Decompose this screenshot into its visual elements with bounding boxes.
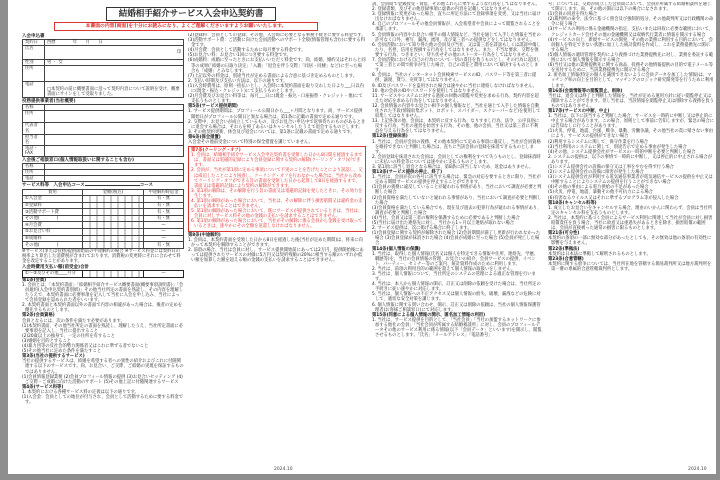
clause-paragraph: 説、会員間で金銭授受・貸借、その他これらに準ずるような行為をしてはなりません。 xyxy=(372,2,540,7)
clause-paragraph: 1. 当社は、会員が会員の義務、その他本契約にて定める事項に違反し、当社が会員資格を維持できないと判断した場合は、直ちに当該会員の登録を抹消できるものとします。 xyxy=(372,139,541,155)
confirm-checkbox[interactable]: □本契約の前に概要書面に沿って契約内容について説明を受け、概要書面にサインをして受取りました。 xyxy=(47,87,180,98)
clause-paragraph: 会員となるには、次の条件を満たす必要があります。 xyxy=(22,318,125,324)
fee-name: ②登録料 xyxy=(23,202,83,209)
clause-paragraph: (4)当社、会員又は第三者の権利を保護するために必要であると判断した場合 xyxy=(372,215,520,221)
clause-paragraph: 2. 前項の場合、当社は会員に対し、サービス提供開始前にあっては2万円、提供開始後にあっては提供されたサービスの対価に5万円又は契約残額の20%に相当する額のいずれか低い額を加算した額を超える額の金銭の支払いを請求することはできません。 xyxy=(188,247,364,264)
clause-paragraph: (4)サービスの向上、新規サービスの開発、その他の業務に利用する目的において、会員個人を特定できない状態に加工した統計資料を作成し、これを業務提携先に開示する場合 xyxy=(548,37,713,53)
footer-version-right: 2024.10 xyxy=(688,467,707,472)
clause-heading: 第23条(合意管轄) xyxy=(548,256,584,262)
fee-refund: 有・無 xyxy=(144,215,184,222)
clause-paragraph: 6. 第1項の解除があった場合において、当社がその解除に係る会員から金銭を受け取っているときは、速やかにその全額を返還しなければなりません。 xyxy=(191,219,363,230)
clause-paragraph: (1)火災、停電、地震、台風、戦争、暴動、労働争議、その他当社の責に帰さない事由により、サービスの提供ができない場合 xyxy=(548,129,714,140)
total-heading: 入会時費用支払い額(前受金)合計 xyxy=(22,265,90,271)
clause-paragraph: 1. 当社は、以下に該当すると判断した場合、サービスを一時的に中断し又は停止的に中止する場合があります。この場合、原則として事前に告知しますが、緊急の場合には告知なしに行うことがあります。 xyxy=(548,114,714,130)
clause-paragraph: (3)サービスの利用に係る金融機関の指定、支払いまたは回収に必要な範囲において、クレジットカード会社その他の金融機関又は収納代行業者に情報を開示する場合 xyxy=(548,27,713,38)
clause-paragraph: 1. サービス提供期間は、プロフィール公開日から___ヶ月間となります。尚、サービス提供開始日がプロフィール公開日と異なる場合は、第1条に記載の書面で定める通りです。 xyxy=(188,109,363,120)
clause-paragraph: 1. 成立したお見合いをキャンセルする場合、理由のいかんに関わらず、会員は当社所定のキャンセル料を支払うものとします。 xyxy=(548,205,713,216)
clause-paragraph: (1)会員情報登録業務 (2)会員プロフィール情報の提供 (3)お見合いセッティング (4)ご交際・ご成婚に向けた活動のサポート (5)その他上記に付随関連するサービス xyxy=(22,374,183,385)
clause-paragraph: (2)会員資格を満たしていないと疑われる事情があり、当社において調査が必要と判断した場合 xyxy=(372,195,542,206)
clause-paragraph: 2. 匿名加工情報(特定の個人を識別できないように会員データを加工した情報)は、マッチング率の向上を目的として、マッチングのロジック研究開発等を行うために利用します。 xyxy=(548,73,714,89)
clause-paragraph: 4. 自己のプロフィールその他会員情報が、入会希望者や会員によって閲覧されることを承諾します。 xyxy=(372,22,541,33)
clause-paragraph: 2. 交際中、お見合いが成立しているもの、及びお見合い申込中で返事待ちのものがあるときに退会する場合は、それらを終了あるいはキャンセルしたうえで退会するものとします。 xyxy=(188,119,366,130)
clause-paragraph: 2. 当社は、本契約に基づく会員によるサービス利用に関連して当社が会員に対し損害賠償責任を負う場合、当社に故意又は重過失があるときを除き、損害賠償の範囲は、会員が直接被った通常の損害に限るものとします。 xyxy=(548,215,713,232)
fee-refund: — xyxy=(144,222,184,229)
clause-paragraph: (2)20歳以上の独身で、一定の住所を有すること xyxy=(22,333,116,339)
fee-name: その他( ) xyxy=(23,242,83,249)
fee-row xyxy=(23,235,184,242)
clause-heading: 第2条(会員資格) xyxy=(22,313,55,319)
clause-paragraph: 号」については、交際が成立した会員間において、会員が所属する結婚相談所を通じて開示します。尚、その他の開示は以下の場合になされます。 xyxy=(548,2,712,13)
column-2 xyxy=(188,33,366,459)
clause-section xyxy=(22,385,184,405)
fee-refund: — xyxy=(144,229,184,236)
consult-field[interactable] xyxy=(45,176,184,182)
clause-paragraph: 1. 会員は、結婚相手紹介サービス入会申込契約書を受領した日から8日間を経過するまでは、書面又は電磁的記録により会員登録に関する契約の解除(クーリング・オフ)ができます。 xyxy=(191,153,363,169)
clause-section xyxy=(22,354,184,385)
fee-name: ③活動サポート費 xyxy=(23,209,83,216)
clause-section xyxy=(188,146,366,232)
fee-name: ①入会金 xyxy=(23,196,83,203)
course-label: 入会申込コース xyxy=(53,183,85,189)
clause-paragraph: (1)会員登録に関する契約が解除された場合 (2)会員期間が満了し更新が行われなかった場合 (3)会員登録が抹消された場合 (4)会員が成婚に至った場合 (5)会員が死亡した場合 xyxy=(372,231,541,247)
fee-refund: 有・無 xyxy=(144,196,184,203)
clause-paragraph: 2. 会員が、当社が第1項に定める事項について不実のことを告げたことにより誤認し、又は威迫したことにより困惑し、クーリング・オフを行わなかった場合は、当社から改めてクーリング・オフができる旨の書面を受領した日から起算して8日を経過するまで、書面又は電磁的記録により契約の解除ができます。 xyxy=(191,168,363,189)
clause-section xyxy=(22,313,184,354)
clause-heading: 第8条(中途解約) xyxy=(188,232,221,238)
fee-name: ④月会費 xyxy=(23,222,83,229)
contract-date-field[interactable]: 西暦 年 月 日 xyxy=(45,40,184,46)
clause-section xyxy=(372,134,542,170)
label: 氏名 xyxy=(23,46,45,60)
fee-refund: 有・無 xyxy=(144,242,184,249)
clause-paragraph: 3. 第1項に該当し退会となる場合は、第8条に該当しないため、返金はありません。 xyxy=(372,165,534,170)
clause-paragraph: (5)個人情報の適切管理を契約により義務づけた業務提携先に対し、業務を委託する範囲において個人情報を開示する場合 xyxy=(548,52,714,64)
provider-heading: 役務提供事業者(当社概要) xyxy=(22,99,76,105)
clause-paragraph: (7)上記以外の料金は、別途当社が定める書面による合意に基づき定めるものとします。 xyxy=(188,73,358,79)
clause-paragraph: 2. 会員登録を抹消された会員は、会員としての権利をすべて失うものとし、登録抹消時に未払いの料金等については速やかに支払うものとします。 xyxy=(372,154,541,165)
clause-section xyxy=(548,109,714,201)
clause-section xyxy=(372,313,542,338)
total-table xyxy=(22,270,184,278)
clause-paragraph: 本契約の条項の一部に無効な部分があったとしても、その無効は他の条項の有効性に影響を与えません。 xyxy=(548,236,712,247)
clause-paragraph: 当社の提供するサービスは、結婚を希望する者への異性の紹介およびこれに付随関連する以下のサービスです。尚、お見合い、ご交際、ご結婚の実現を保証するものではありません。 xyxy=(22,359,184,375)
clause-paragraph: 入会金その他前受金について特別の保全措置を講じていません。 xyxy=(188,139,313,145)
fee-amount[interactable] xyxy=(83,209,144,216)
fee-amount[interactable] xyxy=(83,229,144,236)
clause-paragraph: 9. ID及びパスワードを盗用された場合は速やかに当社に連絡しなければなりません。 xyxy=(372,83,537,89)
label: 性別 xyxy=(23,60,45,66)
fee-amount[interactable] xyxy=(83,202,144,209)
clause-paragraph: (6)当社又は他の業務提携先に関する商品、役務その他情報提供の目的で電子メール等を送付するために、当該業務提携先に開示する場合 xyxy=(548,63,713,74)
label: 契約日 xyxy=(23,40,45,46)
row-label: 電話・FAX xyxy=(23,145,45,156)
provider-field[interactable] xyxy=(45,145,184,156)
fee-amount[interactable] xyxy=(83,242,144,249)
fee-row xyxy=(23,229,184,236)
fee-row xyxy=(23,196,184,203)
fee-amount[interactable] xyxy=(83,196,144,203)
total-label: ①〜③及びその他____月分 xyxy=(23,271,83,278)
clause-paragraph: (1)本契約書面、その他当社所定の書面を熟読し、理解したうえ、当社所定書面に必要事項を記入し、当社に提出すること xyxy=(22,323,184,334)
clause-paragraph: (5)火災、停電、地震、暴動その他不可抗力による場合 xyxy=(548,190,653,196)
col-header: 金額(税込) xyxy=(83,189,144,196)
clause-paragraph: 4. 当社は、本人から個人情報の開示、訂正又は削除の依頼を受けた場合は、当社所定の手続きに従い速やかに対応します。 xyxy=(372,282,541,293)
clause-paragraph: 3. 登録情報に変更があった場合、直ちに所定方法にて登録事項を変更、又は当社に届け出なければなりません。 xyxy=(372,12,541,23)
seal-mark: 印 xyxy=(176,50,181,56)
fees-table xyxy=(22,189,184,249)
clause-paragraph: 当社は、退会又は終了と判断した情報を、当社が定める運用方針に従い閲覧停止又は削除することができます。但し当社は、当該情報を閲覧停止又は削除する義務を負うものではありません。 xyxy=(548,93,714,109)
name-field[interactable] xyxy=(45,46,184,60)
clause-heading: 第12条(登録抹消) xyxy=(372,134,408,140)
clause-heading: 第13条(サービス提供の停止、終了) xyxy=(372,170,443,176)
clause-paragraph: 2. システムの提供は、以下の事情で一時的に中断し、又は停止的に中止される場合があります。 xyxy=(548,154,713,165)
label: 電話 xyxy=(23,82,45,98)
clause-paragraph: (5)当社に届け出た連絡先に対し、当社から1ヶ月以上連絡が取れない場合 xyxy=(372,221,515,227)
clause-section xyxy=(548,89,714,109)
fee-amount[interactable] xyxy=(83,215,144,222)
clause-section xyxy=(188,104,366,135)
row-label: 住所 xyxy=(23,111,45,123)
provider-field[interactable] xyxy=(45,111,184,123)
clause-paragraph: 2. 本契約書面と本契約書面以外の書面で内容の相違があった場合は、後者の定めを優先するものとします。 xyxy=(22,303,183,314)
fee-row xyxy=(23,242,184,249)
document-title: 結婚相手紹介サービス入会申込契約書 xyxy=(106,7,276,21)
clause-paragraph: (6)成婚料：成婚に至ったときにお支払いいただく料金です。尚、結婚、婚約又はそれらと同等の成果(「結婚の日取り決定」「入籍」「退会を伴う交際」「同居・同棲」など)に至った場合も「成婚」とみなします。 xyxy=(188,58,366,74)
clause-paragraph: 2. 登録書類、及びその他登録事項に虚偽の内容を記載してはなりません。 xyxy=(372,7,516,13)
column-1 xyxy=(22,33,184,471)
clause-paragraph: (6)有害なるウイルス又はそれに準ずるプログラム等が侵入した場合 xyxy=(548,195,679,201)
col-header: 費用 xyxy=(23,189,83,196)
clause-paragraph: (3)システム提供会社が利用する電気通信事業者が電気通信サービスの提供を中止又は中断することによりシステムの提供を行うことができない場合 xyxy=(548,175,713,186)
clause-heading: 第22条(準拠法) xyxy=(548,246,580,252)
clause-paragraph: 1. 当社は、会員が次の各号に該当する場合は、緊急の対応を要するときに限り、当社が定める期間サービスの提供を停止することができます。 xyxy=(372,175,541,186)
clause-paragraph: 5. 会員情報の内容やお見合い相手の個人情報など、当社を通じて入手した情報を当社の許可なく口外、複写、漏洩、流用、及び第三者への提供などをしてはなりません。 xyxy=(372,32,541,43)
page-edge xyxy=(0,474,720,480)
clause-heading: 第1条(会員) xyxy=(22,277,47,283)
clause-section xyxy=(548,231,714,246)
clause-paragraph: (2)登録料：会員としての登録、その他、入会時に必要となる事務手続きに要する料金です。 xyxy=(188,33,366,38)
phone-field[interactable] xyxy=(45,82,184,98)
address-field[interactable] xyxy=(45,66,184,82)
clause-heading: 第21条(可分性) xyxy=(548,231,580,237)
label: 住所 xyxy=(23,66,45,82)
clause-section xyxy=(372,247,542,313)
clause-paragraph: 1. 本契約における各種サービス料の定義は以下の通りです。 xyxy=(22,389,139,395)
clause-heading: 第17条(サービスの中断、中止) xyxy=(548,108,610,114)
clause-heading: 第7条(クーリング・オフ) xyxy=(191,148,241,154)
course-suffix: コース xyxy=(139,183,154,189)
clause-paragraph: (1)入会金：会員としての地位が付与され、会員として活動するために要する料金です。 xyxy=(22,394,184,406)
clause-paragraph: (4)その他の事由による電力供給の不足があった場合 xyxy=(548,185,649,191)
clause-paragraph: 8. 会員は、当社のインターネット会員検索サービスのID、パスワード等を第三者に提供、譲渡、貸与、売買等してはなりません。 xyxy=(372,73,537,84)
clause-paragraph: 本契約は日本法に準拠して解釈されるものとします。 xyxy=(548,251,651,257)
clause-paragraph: 5. 当社は、個人情報への不正アクセス又は個人情報の紛失、破壊、漏洩などの危険に対して、適切な安全対策を講じます。 xyxy=(372,292,541,303)
clause-heading: 第3条(当社の提供するサービス) xyxy=(22,354,85,360)
provider-field[interactable] xyxy=(45,134,184,145)
notice-banner: 本書面の内容(両面)を十分にお読みになり、よくご理解くださいますようお願いいたします。 xyxy=(54,22,318,31)
clause-paragraph: 13. 上記各項の他、会員は、本契約に反する行為、なりすまし行為、法令、公序良俗に反する行為、当社の運営を妨害する行為、その他、他の会員、当社又は第三者に不利益を与える行為をしてはなりません。 xyxy=(372,119,540,135)
footer-version-left: 2024.10 xyxy=(274,467,293,472)
row-label: 電話 xyxy=(23,176,45,182)
row-label: 代表者名 xyxy=(23,123,45,134)
clause-paragraph: (3)会員資格を満たしている場合でも、現在及び過去の犯罪行為が疑われる事情があり、調査が必要と判断した場合 xyxy=(372,205,542,216)
clause-section xyxy=(22,278,184,314)
clause-paragraph: (4)その他、システム提供会社がサービスの一時的中断を必要と判断した場合 xyxy=(548,149,696,155)
fee-refund: — xyxy=(144,235,184,242)
fee-row xyxy=(23,222,184,229)
clause-section xyxy=(548,2,714,89)
provider-table xyxy=(22,104,184,157)
fee-refund: 有・無 xyxy=(144,209,184,216)
clause-paragraph: 7. 会員活動における自己の行為について一切の責任を負うものとし、その行為に起因して第三者との間で紛争が生じた場合、自己の責任と費用において解決するものとします。 xyxy=(372,58,541,74)
clause-paragraph: 12. 会員情報の内容やお見合い相手の個人情報など、当社を通じて入手した情報を自動化された手段(情報収集ボット、ロボット、スパイダー、スクレーパーなど)を使用して収集してはなりません。 xyxy=(372,103,541,120)
clause-heading: 第5条(サービス提供期間) xyxy=(188,104,238,110)
clause-paragraph: (3)婚姻を目的とすること xyxy=(22,338,72,344)
provider-field[interactable] xyxy=(45,123,184,134)
clause-paragraph: 2. サービス提供は、次に掲げる場合に終了します。 xyxy=(372,226,472,232)
clause-heading: 第18条(キャンセル料等) xyxy=(548,200,597,206)
clause-paragraph: 2. 支払い時期及び支払い方法は、以下の通りです。 xyxy=(188,78,288,84)
clause-section xyxy=(548,257,714,272)
fee-name: その他( ) xyxy=(23,215,83,222)
consult-table xyxy=(22,163,184,182)
clause-paragraph: (1)システム提供会社の設備の保守又は工事をやむを得ず行う場合 xyxy=(548,165,674,170)
application-heading: 入会申込書 xyxy=(22,34,45,39)
clause-section xyxy=(372,2,542,134)
gender-field[interactable]: 男 ・ 女 xyxy=(45,60,184,66)
row-label: 名称 xyxy=(23,164,45,170)
column-3 xyxy=(372,2,542,472)
total-amount[interactable] xyxy=(83,271,144,278)
clause-paragraph: (2)システム提供会社の設備に障害が発生した場合 xyxy=(548,170,644,176)
fees-title: サービス料等 xyxy=(22,183,49,189)
clause-paragraph: (1)会員の同意を得た場合 xyxy=(548,12,598,18)
consult-heading: 入会後ご相談窓口(個人情報取扱いに関することも含む) xyxy=(22,158,135,164)
clause-paragraph: (1)入会時費用は、原則一括払いとし、入会時に本契約書面を取り交わした日より___日以内に(現金・振込・クレジット)にて支払うものとします。 xyxy=(188,83,364,95)
clause-paragraph: (3)活動サポート費：ご活動に向けた会員活動へのサポート全般(情報管理も含む)に要する料金です。 xyxy=(188,38,366,49)
contract-sheet xyxy=(8,0,716,474)
clause-section xyxy=(548,201,714,232)
row-label: 住所 xyxy=(23,170,45,176)
clause-section xyxy=(372,170,542,246)
clause-heading: 第6条(保全措置) xyxy=(188,134,221,140)
fee-row xyxy=(23,202,184,209)
clause-paragraph: 6. 個人情報に関する問い合わせ、開示、訂正又は削除の依頼は、当社の個人情報保護管理者(お客様ご相談窓口)にて対応します。 xyxy=(372,302,541,313)
clause-paragraph: (2)裁判所の命令、法令に基づく照会及び強制的処分、その他裁判所又は行政機関の命令に従う場合 xyxy=(548,17,714,28)
clause-paragraph: 5. 第1項の解除があった場合において、既にサービスが提供されているときは、当社は、会員に対しサービス料その他の金銭の支払いを請求することはできません。 xyxy=(191,209,363,220)
clause-paragraph: (4)月会費：会員として活動するために毎月要する料金です。 xyxy=(188,48,306,54)
clause-heading: 第4条(サービス料等) xyxy=(22,384,64,390)
fee-row xyxy=(23,209,184,216)
clause-paragraph: 本契約に関する紛争については、当社所在地を管轄する簡易裁判所又は地方裁判所を第一審の専属的合意管轄裁判所とします。 xyxy=(548,261,712,272)
clause-paragraph: 10. 他の会員のIDやパスワードを使用してはなりません。 xyxy=(372,88,484,94)
clause-paragraph: 4. 第1項の解除があった場合において、当社は、その解除に伴う損害賠償又は違約金の支払いを請求することはできません。 xyxy=(191,199,363,210)
clauses-c1 xyxy=(22,278,184,405)
clause-heading: 第15条(同意による個人情報の開示、匿名加工情報の利用) xyxy=(372,312,486,318)
clause-paragraph: 6. 会員活動において知り得た他の会員及び当社、又は第三者を誹謗もしくは誹謗中傷したり、名誉、信用を毀損する行為をしてはなりません。また、不当な要求、交際を強要する行為、つきまとい、待ち伏せその他のストーカー行為をしてはなりません。 xyxy=(372,42,541,58)
fee-amount[interactable] xyxy=(83,235,144,242)
fee-row xyxy=(23,215,184,222)
fees-notes: ※サービス(または役務)提供開始前の中途解約の場合 ※サービス料金には契約日の税率より算出した消費税が含まれております。消費税の変更時にそれに合わせて料金を改定することがあります。 xyxy=(22,248,181,265)
fee-refund: 有・無 xyxy=(144,202,184,209)
clause-paragraph: (5)その他当社に定めた条件を満たすこと xyxy=(22,349,102,355)
clause-paragraph: (1)会員の義務に違反していることが疑われる事情があり、当社において調査が必要と判断した場合 xyxy=(372,185,542,196)
clause-paragraph: 3. 第1項の解除は、その解除を行う旨の書面又は電磁的記録を発したときに、その効力を生じます。 xyxy=(191,188,363,199)
clause-section xyxy=(548,247,714,257)
row-label: 担当者名 xyxy=(23,134,45,145)
clause-paragraph: 2. 当社は、前項の利用目的の範囲を超えて個人情報の取扱いをしません。 xyxy=(372,266,516,272)
clause-section xyxy=(188,135,366,145)
fee-amount[interactable] xyxy=(83,222,144,229)
col-header: 中途解約時返金 xyxy=(144,189,184,196)
clause-section xyxy=(188,233,366,264)
clause-paragraph: 1. 当社は、取得した個人情報(氏名又は個人を特定できる情報や住所、連絡先、学歴、職歴等)を、当社の会員情報の管理、お見合いの紹介、会員サービスの提供、イベント、パーティー、セミナー等のご案内、統計資料作成のために利用します。 xyxy=(372,251,539,267)
fee-name: ⑥成婚料 xyxy=(23,235,83,242)
clause-paragraph: 3. その他契約更新、休会及び退会については、第1条に記載の書面で定める通りです。 xyxy=(188,129,355,135)
clause-heading: 第14条(個人情報の保護) xyxy=(372,246,421,252)
clause-paragraph: 1. 当社は、サービス提供を目的として、「当社会員」「当社の加盟するネットワークに参加する他社の会員」「当社会員が所属する結婚相談所」に対し、会員のプロフィールデータその他のサービス利用に係る情報(以下「会員データ」といいます)を開示し、閲覧させるものとします。「氏名」「メールアドレス」「電話番号」 xyxy=(372,317,542,339)
application-form xyxy=(22,39,184,98)
clause-paragraph: (3)当社利用のシステムに関して、別途告示で定める事由が発生した場合 xyxy=(548,144,687,150)
total-refund: — xyxy=(144,271,184,278)
column-4 xyxy=(548,2,714,458)
clause-paragraph: 3. 当社は、個人情報について、当社所定のシステムの管理による適正な管理を行います。 xyxy=(372,271,536,283)
clause-section xyxy=(188,33,366,104)
clause-paragraph: 11. サービスやシステムに対する過度の回数の閲覧や変更を求める行為、契約内容を超えた対応を求める行為をしてはなりません。 xyxy=(372,93,539,104)
row-label: 名称 xyxy=(23,105,45,111)
clause-heading: 第16条(会員情報等の閲覧禁止、削除) xyxy=(548,88,623,94)
clause-paragraph: 1. 会員とは、「本契約書面」「結婚相手紹介サービス概要書面(概要事項説明書)」「会員規約(入会申込契約書別紙)」その他当社所定の書面を熟読し、その内容を理解したうえで、本契約書面に必要事項を記入して当社に入会を申し込み、当社によって会員登録を認められた者をいいます。 xyxy=(22,282,184,304)
clause-paragraph: 1. 会員は、本契約書面を受領した日から8日を経過した後(当社が定めた期間)は、将来に向かって本契約を解除することができます。 xyxy=(188,237,363,248)
clause-paragraph: (5)お見合い料：お見合い1回につき要する料金です。 xyxy=(188,53,291,59)
clause-paragraph: (2)利用するシステムに関して、保守作業を行う場合 xyxy=(548,139,649,145)
clause-paragraph: (4)暴力団等の反社会的勢力関係者又はこれに準ずる者でないこと xyxy=(22,344,149,350)
clause-paragraph: (2)月会費及びお見合い料等は、毎月___日に(現金・振込・口座振替・クレジット・他)にて支払うものとします。 xyxy=(188,94,363,105)
fee-name: ⑤お見合い料 xyxy=(23,229,83,236)
